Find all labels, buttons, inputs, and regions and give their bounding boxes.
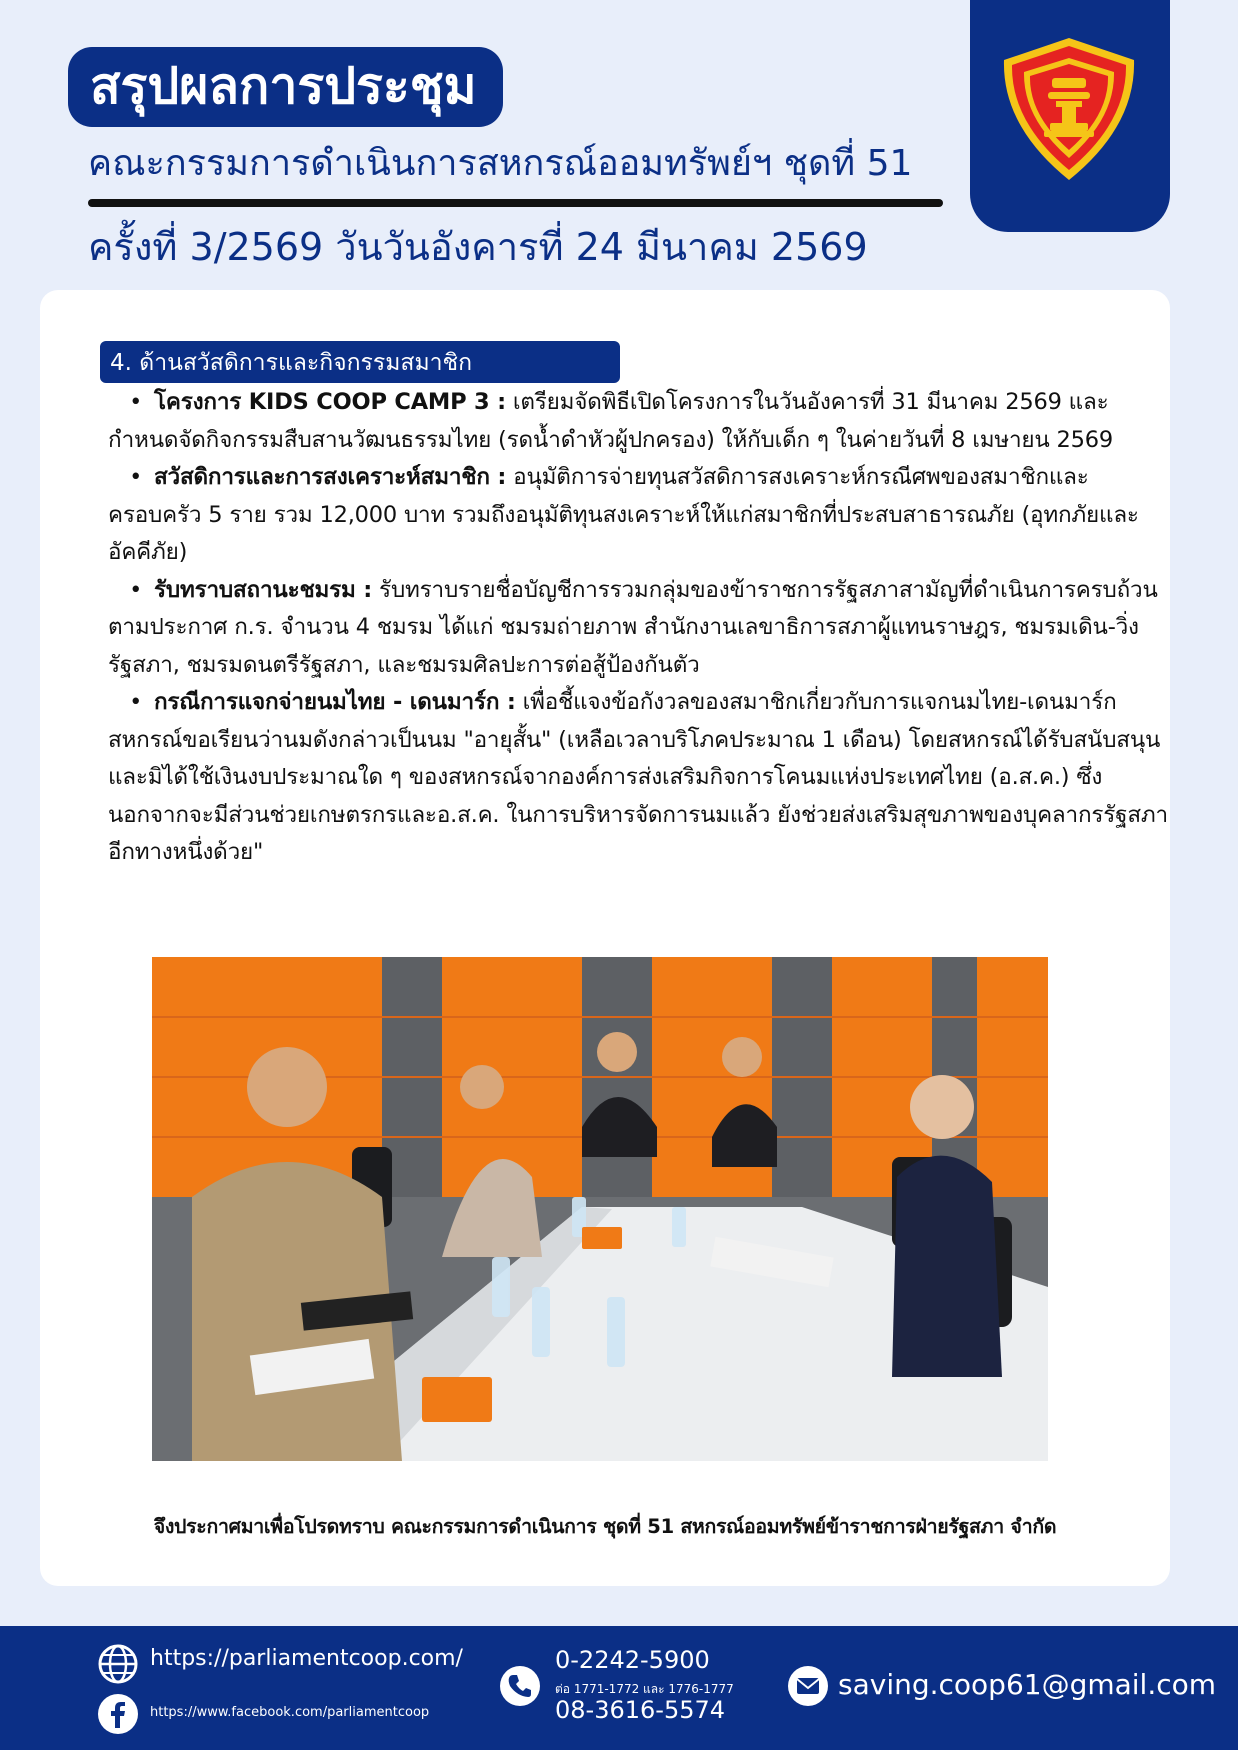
bullet-label: โครงการ KIDS COOP CAMP 3 : bbox=[154, 389, 506, 415]
bullet-kids-camp bbox=[108, 384, 1168, 459]
bullet-milk bbox=[108, 684, 1168, 872]
content-card bbox=[40, 290, 1170, 1586]
page-title: สรุปผลการประชุม bbox=[68, 47, 503, 127]
bullet-text: เตรียมจัดพิธีเปิดโครงการในวันอังคารที่ 31 มีนาคม 2569 และกำหนดจัดกิจกรรมสืบสานวัฒนธรรมไทย (รดน้ำดำหัวผู้ปกครอง) ให้กับเด็ก ๆ ในค่ายวันที่ 8 เมษายน 2569 bbox=[108, 389, 1113, 453]
bullet-welfare bbox=[108, 459, 1168, 572]
bullet-label: รับทราบสถานะชมรม : bbox=[154, 576, 373, 603]
meeting-date: ครั้งที่ 3/2569 วันวันอังคารที่ 24 มีนาคม 2569 bbox=[88, 225, 868, 269]
bullet-text: เพื่อชี้แจงข้อกังวลของสมาชิกเกี่ยวกับการแจกนมไทย-เดนมาร์ก สหกรณ์ขอเรียนว่านมดังกล่าวเป็นนม "อายุสั้น" (เหลือเวลาบริโภคประมาณ 1 เดือน) โดยสหกรณ์ได้รับสนับสนุนและมิได้ใช้เงินงบประมาณใด ๆ ของสหกรณ์จากองค์การส่งเสริมกิจการโคนมแห่งประเทศไทย (อ.ส.ค.) ซึ่งนอกจากจะมีส่วนช่วยเกษตรกรและอ.ส.ค. ในการบริหารจัดการนมแล้ว ยังช่วยส่งเสริมสุขภาพของบุคลากรรัฐสภาอีกทางหนึ่งด้วย" bbox=[108, 689, 1168, 865]
email-link[interactable]: saving.coop61@gmail.com bbox=[838, 1668, 1217, 1701]
coop-emblem-icon bbox=[994, 34, 1144, 184]
bullet-label: กรณีการแจกจ่ายนมไทย - เดนมาร์ก : bbox=[154, 689, 516, 715]
bullet-dot-icon: • bbox=[129, 390, 142, 415]
globe-icon bbox=[98, 1644, 138, 1684]
phone-icon bbox=[500, 1666, 540, 1706]
bullet-dot-icon: • bbox=[129, 690, 142, 715]
bullet-text: อนุมัติการจ่ายทุนสวัสดิการสงเคราะห์กรณีศพของสมาชิกและครอบครัว 5 ราย รวม 12,000 บาท รวมถึงอนุมัติทุนสงเคราะห์ให้แก่สมาชิกที่ประสบสาธารณภัย (อุทกภัยและอัคคีภัย) bbox=[108, 464, 1139, 565]
section-heading: 4. ด้านสวัสดิการและกิจกรรมสมาชิก bbox=[100, 341, 620, 383]
bullet-list bbox=[108, 384, 1168, 872]
emblem-tab bbox=[970, 0, 1170, 232]
bullet-label: สวัสดิการและการสงเคราะห์สมาชิก : bbox=[154, 464, 507, 490]
meeting-room-photo bbox=[152, 957, 1048, 1461]
bullet-clubs bbox=[108, 572, 1168, 685]
closing-statement: จึงประกาศมาเพื่อโปรดทราบ คณะกรรมการดำเนินการ ชุดที่ 51 สหกรณ์ออมทรัพย์ข้าราชการฝ่ายรัฐสภา จำกัด bbox=[153, 1515, 1057, 1538]
bullet-dot-icon: • bbox=[129, 577, 142, 603]
phone-main: 0-2242-5900 bbox=[555, 1646, 710, 1674]
phone-mobile: 08-3616-5574 bbox=[555, 1696, 726, 1724]
bullet-text: รับทราบรายชื่อบัญชีการรวมกลุ่มของข้าราชการรัฐสภาสามัญที่ดำเนินการครบถ้วนตามประกาศ ก.ร. จำนวน 4 ชมรม ได้แก่ ชมรมถ่ายภาพ สำนักงานเลขาธิการสภาผู้แทนราษฎร, ชมรมเดิน-วิ่งรัฐสภา, ชมรมดนตรีรัฐสภา, และชมรมศิลปะการต่อสู้ป้องกันตัว bbox=[108, 576, 1158, 678]
facebook-icon bbox=[98, 1694, 138, 1734]
footer bbox=[0, 1626, 1238, 1750]
facebook-link[interactable]: https://www.facebook.com/parliamentcoop bbox=[150, 1705, 430, 1720]
mail-icon bbox=[788, 1666, 828, 1706]
website-link[interactable]: https://parliamentcoop.com/ bbox=[150, 1646, 463, 1671]
phone-extension: ต่อ 1771-1772 และ 1776-1777 bbox=[555, 1682, 734, 1696]
bullet-dot-icon: • bbox=[129, 465, 142, 490]
committee-subtitle: คณะกรรมการดำเนินการสหกรณ์ออมทรัพย์ฯ ชุดที่ 51 bbox=[88, 143, 913, 184]
header-divider bbox=[88, 199, 943, 207]
